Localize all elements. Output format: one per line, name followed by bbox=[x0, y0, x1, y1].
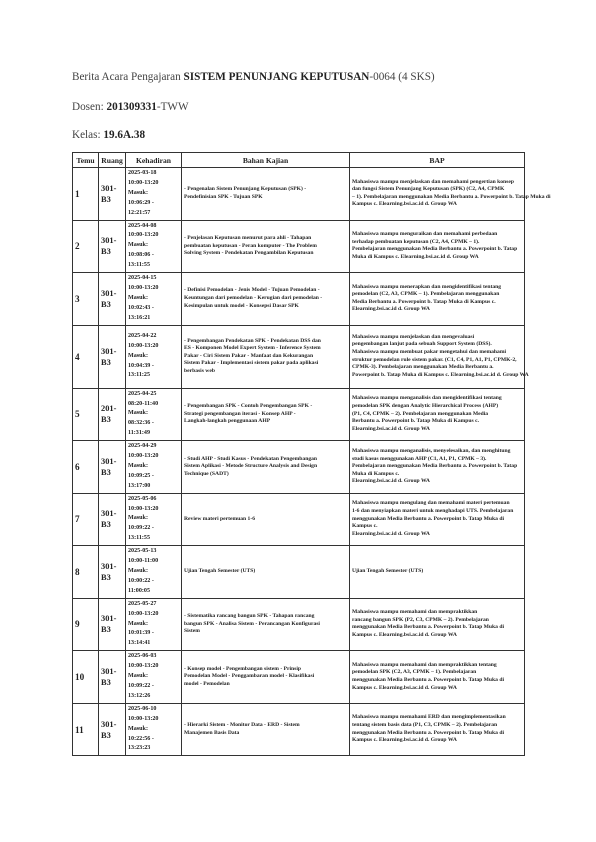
room-cell bbox=[99, 546, 126, 599]
lecturer-code: -TWW bbox=[156, 101, 189, 113]
attendance-cell-line: 13:14:41 bbox=[128, 640, 151, 647]
attendance-cell bbox=[126, 388, 182, 441]
bap-cell bbox=[350, 168, 551, 221]
topic-cell-line: Ujian Tengah Semester (UTS) bbox=[184, 568, 256, 575]
table-body bbox=[73, 168, 551, 756]
bap-cell bbox=[350, 598, 525, 651]
topic-cell-line: Manajemen Basis Data bbox=[184, 729, 240, 736]
meeting-number: 9 bbox=[73, 598, 99, 651]
topic-cell-line: Pendefinisian SPK - Tujuan SPK bbox=[184, 193, 263, 200]
room-cell-line: 301- bbox=[101, 456, 117, 466]
room-cell bbox=[99, 441, 126, 494]
attendance-cell-line: Masuk: bbox=[128, 462, 148, 469]
col-header-bap: BAP bbox=[350, 153, 525, 168]
attendance-cell-line: Masuk: bbox=[128, 294, 148, 301]
attendance-cell-line: 10:06:29 - bbox=[128, 199, 154, 206]
attendance-cell-line: 13:12:26 bbox=[128, 692, 151, 699]
bap-cell-line: menggunakan Media Berbantu a. Powerpoint b. Tatap Muka di bbox=[352, 624, 504, 631]
bap-cell-line: Mahasiswa mampu menjelaskan dan memahami pengertian konsep bbox=[352, 178, 514, 185]
attendance-cell-line: 10:00-13:20 bbox=[128, 453, 159, 460]
attendance-cell bbox=[126, 168, 182, 221]
bap-cell-line: Mahasiswa mampu menganalisis dan mengidentifikasi tentang bbox=[352, 395, 502, 402]
bap-cell-line: Kampus c. bbox=[352, 523, 378, 530]
col-header-room: Ruang bbox=[99, 153, 126, 168]
bap-cell bbox=[350, 441, 525, 494]
attendance-cell-line: Masuk: bbox=[128, 620, 148, 627]
attendance-cell-line: Masuk: bbox=[128, 410, 148, 417]
attendance-cell-line: 2025-04-29 bbox=[128, 443, 157, 450]
bap-cell-line: menggunakan Media Berbantu a. Powerpoint b. Tatap Muka di bbox=[352, 515, 504, 522]
topic-cell-line: - Penjelasan Keputusan menurut para ahli - Tahapan bbox=[184, 234, 312, 241]
bap-cell bbox=[350, 388, 525, 441]
bap-cell-line: studi kasus menggunakan AHP (C1, A1, P1, CPMK – 3). bbox=[352, 455, 487, 462]
bap-cell-line: Mahasiswa mampu memahami dan mempraktikkan bbox=[352, 609, 478, 616]
bap-cell-line: Mahasiswa mampu memahami ERD dan mengimplementasikan bbox=[352, 714, 506, 721]
attendance-cell-line: 08:20-11:40 bbox=[128, 400, 159, 407]
room-cell-line: B3 bbox=[101, 678, 111, 688]
attendance-cell bbox=[126, 703, 182, 756]
bap-cell bbox=[350, 546, 525, 599]
bap-cell-line: Mahasiswa mampu menganalisis, menyelesaikan, dan menghitung bbox=[352, 447, 511, 454]
topic-cell-line: berbasis web bbox=[184, 367, 215, 374]
attendance-cell-line: Masuk: bbox=[128, 242, 148, 249]
room-cell-line: B3 bbox=[101, 247, 111, 257]
table-row bbox=[73, 441, 525, 494]
bap-cell-line: menggunakan Media Berbantu a. Powerpoint b. Tatap Muka di bbox=[352, 677, 504, 684]
course-code: -0064 (4 SKS) bbox=[369, 71, 435, 83]
topic-cell-line: - Definisi Pemodelan - Jenis Model - Tujuan Pemodelan - bbox=[184, 287, 320, 294]
attendance-cell-line: 2025-05-13 bbox=[128, 548, 157, 555]
bap-cell-line: Berbantu a. Powerpoint b. Tatap Muka di Kampus c. bbox=[352, 418, 479, 425]
title-prefix: Berita Acara Pengajaran bbox=[72, 71, 184, 83]
attendance-cell-line: 10:00-11:00 bbox=[128, 558, 159, 565]
meeting-number: 8 bbox=[73, 546, 99, 599]
attendance-cell-line: Masuk: bbox=[128, 673, 148, 680]
room-cell bbox=[99, 703, 126, 756]
document-title bbox=[72, 71, 435, 83]
attendance-cell-line: Masuk: bbox=[128, 515, 148, 522]
attendance-cell-line: 10:08:06 - bbox=[128, 252, 154, 259]
bap-cell-line: Mahasiswa mampu membuat pakar mengetahui dan memahami bbox=[352, 349, 507, 355]
attendance-cell-line: 2025-06-03 bbox=[128, 653, 157, 660]
attendance-cell bbox=[126, 598, 182, 651]
attendance-cell-line: 2025-04-08 bbox=[128, 222, 157, 229]
bap-cell-line: (P1, C4, CPMK – 2). Pembelajaran menggunakan Media bbox=[352, 410, 489, 417]
lecturer-label: Dosen: bbox=[72, 101, 107, 113]
attendance-cell-line: 10:00-13:20 bbox=[128, 715, 159, 722]
topic-cell bbox=[182, 273, 350, 326]
attendance-cell-line: 10:09:25 - bbox=[128, 472, 154, 479]
bap-cell-line: terhadap pembuatan keputusan (C2, A4, CPMK – 1). bbox=[352, 238, 480, 245]
attendance-cell-line: 10:00-13:20 bbox=[128, 284, 159, 291]
class-line bbox=[72, 129, 145, 141]
table-row bbox=[73, 388, 525, 441]
table-header-row bbox=[73, 153, 525, 168]
attendance-cell-line: Masuk: bbox=[128, 189, 148, 196]
room-cell-line: B3 bbox=[101, 467, 111, 477]
attendance-cell-line: 13:11:55 bbox=[128, 262, 151, 269]
attendance-cell-line: 13:11:55 bbox=[128, 535, 151, 542]
bap-cell-line: rancang bangun SPK (P2, C3, CPMK – 2). Pembelajaran bbox=[352, 616, 489, 623]
topic-cell-line: - Pengembangan SPK - Contoh Pengembangan SPK - bbox=[184, 402, 313, 409]
room-cell-line: 301- bbox=[101, 236, 117, 246]
room-cell bbox=[99, 388, 126, 441]
bap-cell-line: pemodelan (C2, A3, CPMK – 1). Pembelajaran menggunakan bbox=[352, 291, 500, 298]
meeting-number: 6 bbox=[73, 441, 99, 494]
room-cell-line: 301- bbox=[101, 288, 117, 298]
bap-cell-line: dan fungsi Sistem Penunjang Keputusan (SPK) (C2, A4, CPMK bbox=[352, 186, 505, 193]
bap-cell-line: menggunakan Media Berbantu a. Powerpoint b. Tatap Muka di bbox=[352, 729, 504, 736]
bap-cell-line: struktur pemodelan rule sistem pakar. (C1, C4, P1, A1, P1, CPMK-2, bbox=[352, 356, 517, 363]
meeting-number: 3 bbox=[73, 273, 99, 326]
topic-cell-line: - Pengembangan Pendekatan SPK - Pendekatan DSS dan bbox=[184, 337, 321, 344]
bap-cell-line: Elearning.bsi.ac.id d. Group WA bbox=[352, 425, 430, 432]
class-code: 19.6A.38 bbox=[103, 129, 146, 141]
topic-cell-line: - Pengenalan Sistem Penunjang Keputusan (SPK) - bbox=[184, 186, 307, 193]
room-cell-line: 301- bbox=[101, 509, 117, 519]
bap-cell-line: Powerpoint b. Tatap Muka di Kampus c. Elearning.bsi.ac.id d. Group WA bbox=[352, 371, 529, 378]
attendance-cell bbox=[126, 325, 182, 388]
table-row bbox=[73, 546, 525, 599]
attendance-cell-line: 10:22:56 - bbox=[128, 735, 154, 742]
topic-cell-line: Sistem bbox=[184, 628, 200, 635]
table-row bbox=[73, 273, 525, 326]
room-cell-line: B3 bbox=[101, 625, 111, 635]
bap-cell-line: Mahasiswa mampu menerapkan dan mengidentifikasi tentang bbox=[352, 283, 502, 290]
attendance-cell-line: 10:00-13:20 bbox=[128, 505, 159, 512]
topic-cell bbox=[182, 441, 350, 494]
attendance-cell-line: 11:31:49 bbox=[128, 430, 151, 437]
bap-cell-line: Kampus c. Elearning.bsi.ac.id d. Group WA bbox=[352, 737, 457, 744]
col-header-attendance: Kehadiran bbox=[126, 153, 182, 168]
room-cell bbox=[99, 493, 126, 546]
topic-cell-line: Langkah-langkah penggunaan AHP bbox=[184, 418, 271, 425]
attendance-cell-line: 10:01:39 - bbox=[128, 630, 154, 637]
room-cell-line: B3 bbox=[101, 415, 111, 425]
bap-cell-line: Kampus c. Elearning.bsi.ac.id d. Group WA bbox=[352, 632, 457, 639]
topic-cell-line: Pemodelan Model - Penggambaran model - Klasifikasi bbox=[184, 673, 315, 680]
topic-cell bbox=[182, 388, 350, 441]
topic-cell-line: ES - Komponen Model Expert System - Inference System bbox=[184, 345, 321, 352]
meeting-number: 10 bbox=[73, 651, 99, 704]
bap-cell bbox=[350, 325, 529, 388]
topic-cell bbox=[182, 493, 350, 546]
bap-cell-line: Mahasiswa mampu memahami dan mempraktikkan tentang bbox=[352, 661, 497, 668]
attendance-cell-line: 10:00-13:20 bbox=[128, 663, 159, 670]
topic-cell-line: Sistem Pakar - Implementasi sistem pakar pada aplikasi bbox=[184, 360, 319, 367]
attendance-cell-line: 2025-05-27 bbox=[128, 600, 157, 607]
topic-cell-line: Review materi pertemuan 1-6 bbox=[184, 515, 255, 522]
col-header-meeting: Temu bbox=[73, 153, 99, 168]
room-cell-line: B3 bbox=[101, 572, 111, 582]
room-cell bbox=[99, 168, 126, 221]
attendance-cell-line: 10:09:22 - bbox=[128, 682, 154, 689]
topic-cell bbox=[182, 651, 350, 704]
attendance-cell-line: 10:02:43 - bbox=[128, 304, 154, 311]
bap-cell bbox=[350, 651, 525, 704]
attendance-cell-line: Masuk: bbox=[128, 725, 148, 732]
topic-cell-line: Technique (SADT) bbox=[184, 470, 229, 477]
attendance-cell-line: 13:17:00 bbox=[128, 482, 151, 489]
room-cell-line: 301- bbox=[101, 346, 117, 356]
bap-cell-line: Mahasiswa mampu menguraikan dan memahami perbedaan bbox=[352, 231, 498, 238]
bap-cell-line: Elearning.bsi.ac.id d. Group WA bbox=[352, 478, 430, 485]
bap-cell-line: Media Berbantu a. Powerpoint b. Tatap Muka di Kampus c. bbox=[352, 298, 496, 305]
room-cell-line: B3 bbox=[101, 194, 111, 204]
attendance-cell bbox=[126, 220, 182, 273]
attendance-cell-line: 2025-03-18 bbox=[128, 170, 157, 176]
topic-cell-line: model - Pemodelan bbox=[184, 680, 230, 687]
topic-cell bbox=[182, 220, 350, 273]
attendance-cell-line: 13:11:25 bbox=[128, 372, 151, 379]
attendance-cell-line: 08:32:36 - bbox=[128, 420, 154, 427]
bap-cell-line: tentang sistem basis data (P1, C3, CPMK – 2). Pembelajaran bbox=[352, 721, 498, 728]
bap-cell-line: Mahasiswa mampu mengulang dan memahami materi pertemuan bbox=[352, 500, 510, 507]
topic-cell-line: - Studi AHP - Studi Kasus - Pendekatan Pengembangan bbox=[184, 455, 318, 462]
bap-cell-line: Kampus c. Elearning.bsi.ac.id d. Group WA bbox=[352, 684, 457, 691]
topic-cell-line: Sistem Aplikasi - Metode Structure Analysis and Design bbox=[184, 463, 318, 470]
room-cell-line: 301- bbox=[101, 614, 117, 624]
topic-cell-line: - Hierarki Sistem - Monitor Data - ERD - Sistem bbox=[184, 721, 300, 728]
bap-cell-line: Pembelajaran menggunakan Media Berbantu a. Powerpoint b. Tatap bbox=[352, 463, 518, 470]
room-cell bbox=[99, 325, 126, 388]
room-cell-line: 301- bbox=[101, 561, 117, 571]
attendance-cell-line: 10:00-13:20 bbox=[128, 179, 159, 186]
topic-cell bbox=[182, 168, 350, 221]
attendance-cell-line: 10:00-13:20 bbox=[128, 232, 159, 239]
attendance-cell-line: 2025-04-25 bbox=[128, 390, 157, 397]
topic-cell-line: Pakar - Ciri Sistem Pakar - Manfaat dan Kekurangan bbox=[184, 352, 314, 359]
attendance-cell-line: 11:00:05 bbox=[128, 587, 151, 594]
topic-cell bbox=[182, 546, 350, 599]
lecturer-id: 201309331 bbox=[106, 101, 157, 113]
bap-cell-line: CPMK-3). Pembelajaran menggunakan Media Berbantu a. bbox=[352, 364, 494, 371]
table-row bbox=[73, 220, 525, 273]
table-row bbox=[73, 703, 525, 756]
attendance-cell bbox=[126, 441, 182, 494]
attendance-cell bbox=[126, 493, 182, 546]
meeting-number: 11 bbox=[73, 703, 99, 756]
room-cell bbox=[99, 651, 126, 704]
attendance-cell-line: 10:00-13:20 bbox=[128, 342, 159, 349]
attendance-cell bbox=[126, 273, 182, 326]
bap-cell-line: pemodelan SPK (C2, A3, CPMK – 1). Pembelajaran bbox=[352, 669, 477, 676]
meeting-number: 7 bbox=[73, 493, 99, 546]
attendance-cell-line: 10:09:22 - bbox=[128, 525, 154, 532]
attendance-cell-line: 2025-04-15 bbox=[128, 275, 157, 282]
bap-cell-line: Kampus c. Elearning.bsi.ac.id d. Group WA bbox=[352, 201, 457, 208]
attendance-cell-line: Masuk: bbox=[128, 352, 148, 359]
meeting-number: 2 bbox=[73, 220, 99, 273]
topic-cell-line: - Konsep model - Pengembangan sistem - Prinsip bbox=[184, 665, 302, 672]
attendance-cell-line: 2025-05-06 bbox=[128, 495, 157, 502]
topic-cell-line: Keuntungan dari pemodelan - Kerugian dari pemodelan - bbox=[184, 295, 323, 302]
table-row bbox=[73, 651, 525, 704]
room-cell bbox=[99, 273, 126, 326]
course-name: SISTEM PENUNJANG KEPUTUSAN bbox=[183, 71, 370, 83]
room-cell-line: 301- bbox=[101, 719, 117, 729]
topic-cell-line: Strategi pengembangan iterasi - Konsep AHP - bbox=[184, 410, 296, 417]
topic-cell bbox=[182, 598, 350, 651]
attendance-cell-line: 13:23:23 bbox=[128, 745, 151, 752]
room-cell-line: 201- bbox=[101, 404, 117, 414]
attendance-cell-line: Masuk: bbox=[128, 568, 148, 574]
room-cell-line: 301- bbox=[101, 183, 117, 193]
bap-cell bbox=[350, 493, 525, 546]
lecturer-line bbox=[72, 101, 189, 113]
meeting-number: 5 bbox=[73, 388, 99, 441]
meeting-number: 4 bbox=[73, 325, 99, 388]
topic-cell-line: - Sistematika rancang bangun SPK - Tahapan rancang bbox=[184, 613, 315, 620]
attendance-cell-line: 2025-04-22 bbox=[128, 332, 157, 339]
bap-cell bbox=[350, 703, 525, 756]
room-cell-line: B3 bbox=[101, 730, 111, 740]
attendance-cell bbox=[126, 546, 182, 599]
attendance-cell-line: 10:00:22 - bbox=[128, 577, 154, 584]
room-cell-line: B3 bbox=[101, 299, 111, 309]
meeting-number: 1 bbox=[73, 168, 99, 221]
topic-cell-line: bangun SPK - Analisa Sistem - Perancangan Konfigurasi bbox=[184, 620, 320, 627]
table-row bbox=[73, 493, 525, 546]
room-cell-line: B3 bbox=[101, 520, 111, 530]
col-header-topic: Bahan Kajian bbox=[182, 153, 350, 168]
room-cell bbox=[99, 220, 126, 273]
room-cell-line: B3 bbox=[101, 357, 111, 367]
table-row bbox=[73, 168, 525, 221]
attendance-cell-line: 10:00-13:20 bbox=[128, 610, 159, 617]
bap-cell-line: Ujian Tengah Semester (UTS) bbox=[352, 568, 424, 575]
bap-cell-line: 1-6 dan menyiapkan materi untuk menghadapi UTS. Pembelajaran bbox=[352, 508, 514, 515]
attendance-cell-line: 10:04:39 - bbox=[128, 362, 154, 369]
bap-cell-line: pemodelan SPK dengan Analytic Hierarchical Process (AHP) bbox=[352, 402, 499, 409]
bap-cell-line: – 1). Pembelajaran menggunakan Media Berbantu a. Powerpoint b. Tatap Muka di bbox=[352, 193, 551, 200]
room-cell bbox=[99, 598, 126, 651]
bap-cell-line: Mahasiswa mampu menjelaskan dan mengevaluasi bbox=[352, 333, 475, 340]
attendance-cell-line: 2025-06-10 bbox=[128, 705, 157, 712]
bap-cell bbox=[350, 273, 525, 326]
topic-cell-line: Solving System - Pendekatan Pengambilan Keputusan bbox=[184, 250, 314, 257]
topic-cell-line: Kesimpulan untuk model - Konsepsi Dasar SPK bbox=[184, 302, 299, 309]
topic-cell bbox=[182, 703, 350, 756]
bap-cell-line: Elearning.bsi.ac.id d. Group WA bbox=[352, 530, 430, 537]
topic-cell-line: pembuatan keputusan - Peran komputer - The Problem bbox=[184, 242, 317, 249]
attendance-cell bbox=[126, 651, 182, 704]
room-cell-line: 301- bbox=[101, 667, 117, 677]
table-row bbox=[73, 325, 525, 388]
attendance-cell-line: 12:21:57 bbox=[128, 209, 151, 216]
teaching-report-table bbox=[72, 152, 551, 756]
bap-cell-line: Muka di Kampus c. bbox=[352, 470, 400, 477]
bap-cell bbox=[350, 220, 525, 273]
topic-cell bbox=[182, 325, 350, 388]
attendance-cell-line: 13:16:21 bbox=[128, 314, 151, 321]
bap-cell-line: pengembangan lanjut pada sebuah Support System (DSS). bbox=[352, 341, 492, 348]
bap-cell-line: Elearning.bsi.ac.id d. Group WA bbox=[352, 306, 430, 313]
table-row bbox=[73, 598, 525, 651]
class-label: Kelas: bbox=[72, 129, 104, 141]
bap-cell-line: Muka di Kampus c. Elearning.bsi.ac.id d. Group WA bbox=[352, 253, 479, 260]
bap-cell-line: Pembelajaran menggunakan Media Berbantu a. Powerpoint b. Tatap bbox=[352, 246, 518, 253]
